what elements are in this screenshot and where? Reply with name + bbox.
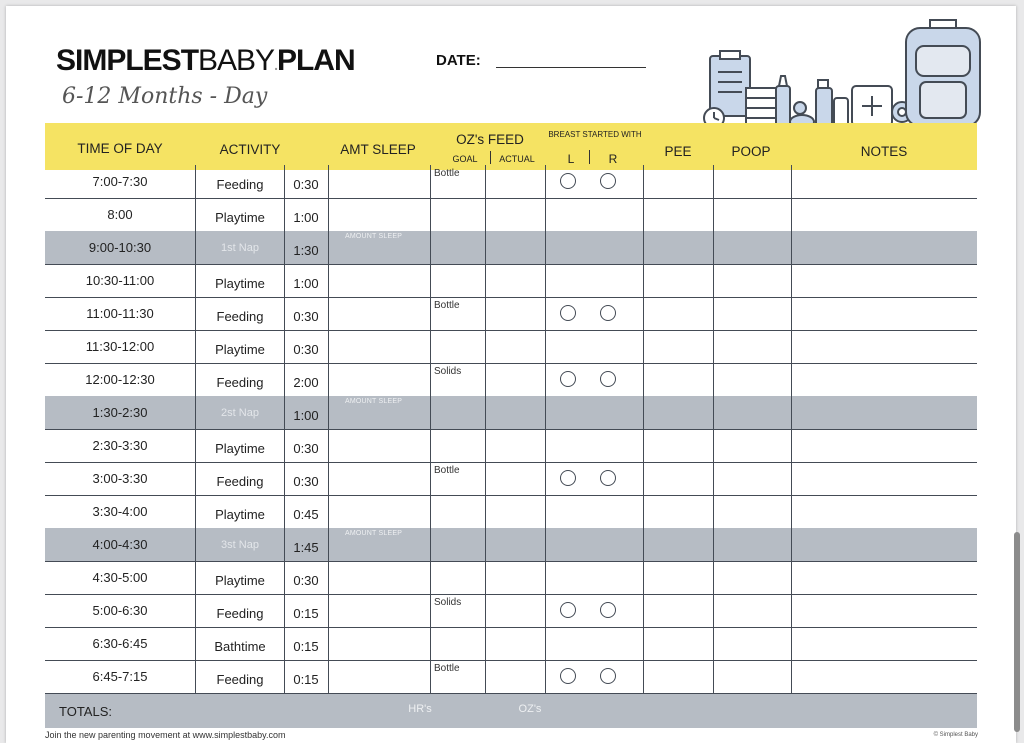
duration-cell: 0:45 [293, 507, 319, 522]
column-divider [284, 660, 285, 693]
feed-goal-type: Bottle [434, 300, 460, 311]
column-divider [284, 264, 285, 297]
column-divider [328, 528, 329, 561]
duration-cell: 0:30 [293, 342, 319, 357]
table-row [45, 363, 977, 396]
column-divider [713, 561, 714, 594]
duration-cell: 0:15 [293, 606, 319, 621]
column-divider [643, 297, 644, 330]
left-breast-circle[interactable] [560, 668, 576, 684]
column-divider [195, 528, 196, 561]
column-divider [430, 594, 431, 627]
time-cell: 6:30-6:45 [92, 636, 148, 651]
column-divider [713, 363, 714, 396]
table-row [45, 264, 977, 297]
column-divider [195, 297, 196, 330]
table-row [45, 198, 977, 231]
feed-goal-type: Bottle [434, 663, 460, 674]
column-divider [791, 330, 792, 363]
left-breast-circle[interactable] [560, 305, 576, 321]
column-divider [791, 495, 792, 528]
feed-goal-type: Solids [434, 366, 462, 377]
column-divider [430, 264, 431, 297]
column-divider [328, 363, 329, 396]
column-divider [545, 429, 546, 462]
column-divider [328, 594, 329, 627]
column-divider [713, 264, 714, 297]
column-divider [485, 561, 486, 594]
header-time: TIME OF DAY [77, 141, 163, 156]
column-divider [195, 264, 196, 297]
activity-cell: Playtime [215, 441, 265, 456]
column-divider [643, 198, 644, 231]
column-divider [791, 264, 792, 297]
column-divider [430, 495, 431, 528]
column-divider [713, 594, 714, 627]
column-divider [643, 561, 644, 594]
table-row [45, 594, 977, 627]
column-divider [545, 462, 546, 495]
duration-cell: 0:30 [293, 474, 319, 489]
column-divider [328, 165, 329, 198]
column-divider [643, 396, 644, 429]
feed-goal-type: Solids [434, 597, 462, 608]
column-divider [485, 198, 486, 231]
column-divider [791, 396, 792, 429]
column-divider [328, 264, 329, 297]
column-divider [284, 495, 285, 528]
column-divider [643, 594, 644, 627]
column-divider [284, 396, 285, 429]
duration-cell: 1:30 [293, 243, 319, 258]
column-divider [430, 561, 431, 594]
column-divider [545, 231, 546, 264]
header-activity: ACTIVITY [219, 142, 281, 157]
diaper-stack-icon [746, 88, 776, 128]
column-divider [485, 363, 486, 396]
column-divider [643, 363, 644, 396]
time-cell: 2:30-3:30 [92, 438, 148, 453]
column-divider [643, 330, 644, 363]
baby-gear-illustration [696, 16, 986, 136]
right-breast-circle[interactable] [600, 305, 616, 321]
time-cell: 9:00-10:30 [88, 240, 152, 255]
column-divider [195, 495, 196, 528]
table-row [45, 462, 977, 495]
table-row [45, 627, 977, 660]
time-cell: 11:30-12:00 [85, 339, 155, 354]
column-divider [328, 330, 329, 363]
activity-cell: 2st Nap [221, 407, 259, 419]
column-divider [284, 429, 285, 462]
column-divider [430, 330, 431, 363]
column-divider [791, 429, 792, 462]
column-divider [284, 462, 285, 495]
amount-sleep-label: AMOUNT SLEEP [345, 398, 403, 405]
column-divider [328, 429, 329, 462]
column-divider [713, 297, 714, 330]
time-cell: 8:00 [107, 207, 133, 222]
brand-part-plan: PLAN [276, 44, 355, 77]
activity-cell: Playtime [215, 210, 265, 225]
column-divider [545, 198, 546, 231]
right-breast-circle[interactable] [600, 371, 616, 387]
column-divider [643, 165, 644, 198]
left-breast-circle[interactable] [560, 602, 576, 618]
header-poop: POOP [731, 144, 771, 159]
column-divider [328, 396, 329, 429]
column-divider [643, 462, 644, 495]
column-divider [713, 396, 714, 429]
header-breast: BREAST STARTED WITH [548, 130, 642, 139]
column-divider [791, 231, 792, 264]
column-divider [430, 528, 431, 561]
activity-cell: Playtime [215, 342, 265, 357]
nap-row [45, 396, 977, 429]
footer-text: Join the new parenting movement at www.simplestbaby.com [45, 730, 286, 740]
brand-part-simplest: SIMPLEST [56, 44, 199, 77]
column-divider [195, 396, 196, 429]
header-left: L [567, 152, 575, 166]
column-divider [713, 660, 714, 693]
totals-row [45, 694, 977, 728]
left-breast-circle[interactable] [560, 470, 576, 486]
column-divider [545, 396, 546, 429]
column-divider [430, 429, 431, 462]
column-divider [328, 462, 329, 495]
header-goal: GOAL [452, 154, 478, 164]
column-divider [791, 561, 792, 594]
column-divider [643, 231, 644, 264]
column-divider [791, 660, 792, 693]
time-cell: 5:00-6:30 [92, 603, 148, 618]
column-divider [485, 660, 486, 693]
duration-cell: 2:00 [293, 375, 319, 390]
column-divider [545, 264, 546, 297]
activity-cell: 1st Nap [221, 242, 259, 254]
totals-ozs: OZ's [518, 703, 542, 715]
column-divider [195, 165, 196, 198]
header-amt-sleep: AMT SLEEP [340, 142, 416, 157]
column-divider [284, 297, 285, 330]
table-row [45, 165, 977, 198]
column-divider [713, 528, 714, 561]
column-divider [545, 561, 546, 594]
scrollbar[interactable] [1014, 532, 1020, 732]
activity-cell: Feeding [216, 177, 264, 192]
copyright: © Simplest Baby [933, 732, 978, 738]
right-breast-circle[interactable] [600, 602, 616, 618]
column-divider [195, 660, 196, 693]
left-breast-circle[interactable] [560, 371, 576, 387]
column-divider [791, 165, 792, 198]
planner-page [6, 6, 1016, 743]
header-notes: NOTES [860, 144, 908, 159]
column-divider [485, 627, 486, 660]
time-cell: 3:30-4:00 [92, 504, 148, 519]
column-divider [545, 660, 546, 693]
activity-cell: Playtime [215, 573, 265, 588]
column-divider [485, 495, 486, 528]
header-actual: ACTUAL [499, 154, 535, 164]
column-divider [791, 528, 792, 561]
column-divider [791, 462, 792, 495]
column-divider [430, 297, 431, 330]
column-divider [485, 429, 486, 462]
time-cell: 12:00-12:30 [85, 372, 155, 387]
nap-row [45, 528, 977, 561]
left-breast-circle[interactable] [560, 173, 576, 189]
header-right: R [608, 152, 618, 166]
time-cell: 4:30-5:00 [92, 570, 148, 585]
right-breast-circle[interactable] [600, 470, 616, 486]
column-divider [643, 660, 644, 693]
column-divider [643, 627, 644, 660]
column-divider [328, 297, 329, 330]
column-divider [485, 396, 486, 429]
column-divider [643, 528, 644, 561]
column-divider [713, 231, 714, 264]
column-divider [284, 198, 285, 231]
duration-cell: 1:45 [293, 540, 319, 555]
date-label: DATE: [436, 52, 481, 69]
subtitle: 6-12 Months - Day [62, 84, 268, 109]
backpack-icon [906, 20, 980, 126]
column-divider [791, 363, 792, 396]
column-divider [195, 561, 196, 594]
table-row [45, 429, 977, 462]
table-row [45, 660, 977, 693]
totals-label: TOTALS: [59, 704, 112, 719]
column-divider [713, 627, 714, 660]
activity-cell: Feeding [216, 375, 264, 390]
column-divider [195, 462, 196, 495]
column-divider [195, 330, 196, 363]
column-divider [713, 495, 714, 528]
column-divider [485, 462, 486, 495]
column-divider [485, 594, 486, 627]
nap-row [45, 231, 977, 264]
totals-hrs: HR's [408, 703, 432, 715]
activity-cell: Playtime [215, 276, 265, 291]
column-divider [195, 429, 196, 462]
duration-cell: 1:00 [293, 276, 319, 291]
column-divider [430, 231, 431, 264]
column-divider [195, 594, 196, 627]
feed-goal-type: Bottle [434, 465, 460, 476]
table-header [45, 123, 977, 170]
table-row [45, 297, 977, 330]
column-divider [713, 198, 714, 231]
activity-cell: Feeding [216, 309, 264, 324]
column-divider [328, 627, 329, 660]
duration-cell: 0:30 [293, 441, 319, 456]
activity-cell: Feeding [216, 474, 264, 489]
time-cell: 10:30-11:00 [85, 273, 155, 288]
column-divider [485, 297, 486, 330]
column-divider [430, 462, 431, 495]
right-breast-circle[interactable] [600, 173, 616, 189]
date-input-line[interactable] [496, 67, 646, 68]
column-divider [713, 330, 714, 363]
time-cell: 4:00-4:30 [92, 537, 148, 552]
column-divider [195, 231, 196, 264]
brand-dot: . [274, 57, 277, 73]
column-divider [328, 198, 329, 231]
column-divider [485, 231, 486, 264]
time-cell: 3:00-3:30 [92, 471, 148, 486]
column-divider [430, 627, 431, 660]
column-divider [485, 528, 486, 561]
table-row [45, 561, 977, 594]
column-divider [643, 429, 644, 462]
column-divider [430, 363, 431, 396]
column-divider [713, 462, 714, 495]
column-divider [430, 198, 431, 231]
feed-goal-type: Bottle [434, 168, 460, 179]
column-divider [643, 264, 644, 297]
header-ozs-feed: OZ's FEED [456, 132, 524, 147]
table-row [45, 330, 977, 363]
column-divider [430, 660, 431, 693]
activity-cell: 3st Nap [221, 539, 259, 551]
column-divider [545, 495, 546, 528]
brand-part-baby: BABY [198, 44, 275, 77]
column-divider [545, 627, 546, 660]
amount-sleep-label: AMOUNT SLEEP [345, 233, 403, 240]
activity-cell: Playtime [215, 507, 265, 522]
clipboard-icon [710, 51, 750, 116]
column-divider [328, 495, 329, 528]
column-divider [195, 363, 196, 396]
column-divider [485, 330, 486, 363]
column-divider [545, 165, 546, 198]
column-divider [545, 594, 546, 627]
column-divider [545, 363, 546, 396]
pump-bottles-icon [816, 80, 848, 128]
column-divider [328, 231, 329, 264]
column-divider [545, 330, 546, 363]
column-divider [545, 528, 546, 561]
column-divider [284, 363, 285, 396]
time-cell: 6:45-7:15 [92, 669, 148, 684]
baby-bottle-icon [776, 76, 790, 126]
column-divider [430, 165, 431, 198]
column-divider [284, 561, 285, 594]
column-divider [328, 561, 329, 594]
duration-cell: 1:00 [293, 210, 319, 225]
column-divider [791, 297, 792, 330]
table-row [45, 495, 977, 528]
column-divider [713, 165, 714, 198]
time-cell: 1:30-2:30 [92, 405, 148, 420]
column-divider [545, 297, 546, 330]
time-cell: 7:00-7:30 [92, 174, 148, 189]
column-divider [430, 396, 431, 429]
duration-cell: 0:30 [293, 573, 319, 588]
first-aid-icon [852, 86, 892, 126]
right-breast-circle[interactable] [600, 668, 616, 684]
column-divider [284, 330, 285, 363]
time-cell: 11:00-11:30 [86, 306, 154, 321]
column-divider [485, 165, 486, 198]
activity-cell: Bathtime [214, 639, 266, 654]
column-divider [791, 627, 792, 660]
amount-sleep-label: AMOUNT SLEEP [345, 530, 403, 537]
column-divider [485, 264, 486, 297]
duration-cell: 0:15 [293, 639, 319, 654]
column-divider [643, 495, 644, 528]
column-divider [713, 429, 714, 462]
column-divider [284, 528, 285, 561]
column-divider [284, 594, 285, 627]
brand-title [56, 44, 355, 78]
column-divider [284, 231, 285, 264]
column-divider [195, 198, 196, 231]
column-divider [328, 660, 329, 693]
header-pee: PEE [664, 144, 692, 159]
activity-cell: Feeding [216, 672, 264, 687]
duration-cell: 0:30 [293, 309, 319, 324]
header-lr-divider [589, 150, 591, 164]
column-divider [791, 198, 792, 231]
column-divider [284, 627, 285, 660]
column-divider [284, 165, 285, 198]
duration-cell: 0:15 [293, 672, 319, 687]
duration-cell: 0:30 [293, 177, 319, 192]
column-divider [195, 627, 196, 660]
activity-cell: Feeding [216, 606, 264, 621]
column-divider [791, 594, 792, 627]
duration-cell: 1:00 [293, 408, 319, 423]
